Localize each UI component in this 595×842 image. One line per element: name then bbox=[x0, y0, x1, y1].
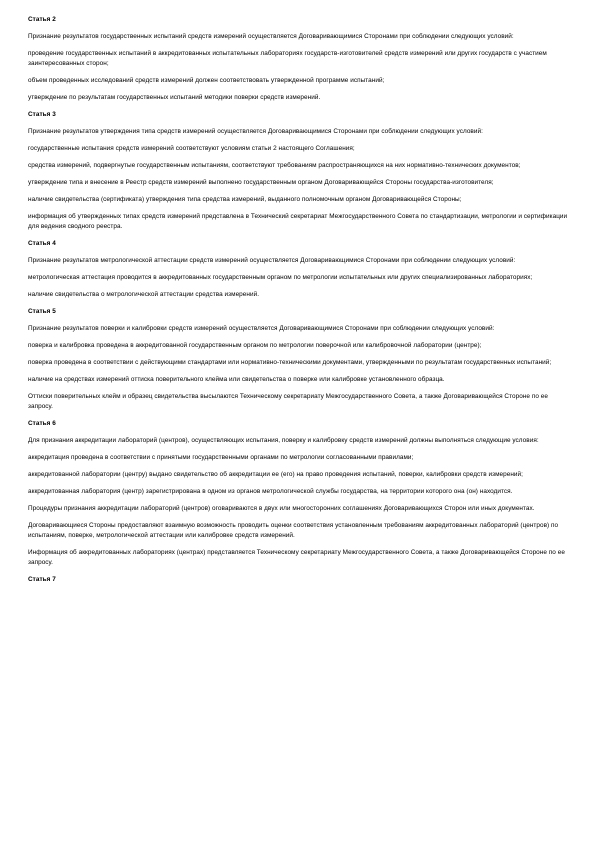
article-heading: Статья 6 bbox=[28, 420, 56, 427]
article-7 bbox=[28, 575, 568, 585]
article-heading: Статья 4 bbox=[28, 240, 56, 247]
article-heading: Статья 2 bbox=[28, 16, 56, 23]
article-paragraph: аккредитация проведена в соответствии с принятыми государственными органами по метрологии согласованными правилами; bbox=[28, 454, 414, 461]
article-3 bbox=[28, 110, 568, 232]
article-5 bbox=[28, 307, 568, 412]
article-paragraph: поверка и калибровка проведена в аккредитованной государственным органом по метрологии поверочной или калибровочной лаборатории (центре); bbox=[28, 342, 482, 349]
document-body bbox=[28, 15, 568, 592]
article-paragraph: Признание результатов поверки и калибровки средств измерений осуществляется Договаривающимися Сторонами при соблюдении следующих условий: bbox=[28, 325, 495, 332]
article-paragraph: объем проведенных исследований средств измерений должен соответствовать утвержденной программе испытаний; bbox=[28, 77, 385, 84]
article-paragraph: утверждение по результатам государственных испытаний методики поверки средств измерений. bbox=[28, 94, 321, 101]
article-paragraph: Признание результатов государственных испытаний средств измерений осуществляется Договаривающимися Сторонами при соблюдении следующих условий: bbox=[28, 33, 514, 40]
article-paragraph: Признание результатов метрологической аттестации средств измерений осуществляется Договаривающимися Сторонами при соблюдении следующих условий: bbox=[28, 257, 516, 264]
article-paragraph: аккредитованной лаборатории (центру) выдано свидетельство об аккредитации ее (его) на право проведения испытаний, поверки, калибровки средств измерений; bbox=[28, 471, 523, 478]
article-paragraph: аккредитованная лаборатория (центр) зарегистрирована в одном из органов метрологической службы государства, на территории которого она (он) находится. bbox=[28, 488, 513, 495]
article-paragraph: метрологическая аттестация проводится в аккредитованных государственным органом по метрологии испытательных или других специализированных лабораториях; bbox=[28, 274, 533, 281]
article-paragraph: поверка проведена в соответствии с действующими стандартами или нормативно-техническими документами, утвержденными по результатам государственных испытаний; bbox=[28, 359, 552, 366]
article-heading: Статья 3 bbox=[28, 111, 56, 118]
article-paragraph: утверждение типа и внесение в Реестр средств измерений выполнено государственным органом Договаривающейся Стороны государства-изготовителя; bbox=[28, 179, 494, 186]
article-heading: Статья 5 bbox=[28, 308, 56, 315]
article-paragraph: Для признания аккредитации лабораторий (центров), осуществляющих испытания, поверку и калибровку средств измерений должны выполняться следующие условия: bbox=[28, 437, 539, 444]
article-paragraph: Договаривающиеся Стороны предоставляют взаимную возможность проводить оценки соответствия установленным требованиям аккредитованных лабораторий (центров) по испытаниям, поверке, метрологической аттестации или калибровке средств измерений. bbox=[28, 522, 559, 539]
article-heading: Статья 7 bbox=[28, 576, 56, 583]
article-paragraph: Информация об аккредитованных лабораториях (центрах) представляется Техническому секретариату Межгосударственного Совета, а также Договаривающейся Стороне по ее запросу. bbox=[28, 549, 565, 566]
article-4 bbox=[28, 239, 568, 300]
article-paragraph: Признание результатов утверждения типа средств измерений осуществляется Договаривающимися Сторонами при соблюдении следующих условий: bbox=[28, 128, 483, 135]
article-paragraph: средства измерений, подвергнутые государственным испытаниям, соответствуют требованиям распространяющихся на них нормативно-технических документов; bbox=[28, 162, 521, 169]
article-paragraph: Оттиски поверительных клейм и образец свидетельства высылаются Техническому секретариату Межгосударственного Совета, а также Договаривающейся Стороне по ее запросу. bbox=[28, 393, 548, 410]
article-6 bbox=[28, 419, 568, 568]
article-paragraph: наличие на средствах измерений оттиска поверительного клейма или свидетельства о поверке или калибровке установленного образца. bbox=[28, 376, 445, 383]
article-paragraph: проведение государственных испытаний в аккредитованных испытательных лабораториях государств-изготовителей средств измерений или других государств с участием заинтересованных сторон; bbox=[28, 50, 547, 67]
article-paragraph: государственные испытания средств измерений соответствуют условиям статьи 2 настоящего Соглашения; bbox=[28, 145, 355, 152]
article-2 bbox=[28, 15, 568, 103]
article-paragraph: наличие свидетельства (сертификата) утверждения типа средства измерений, выданного полномочным органом Договаривающейся Стороны; bbox=[28, 196, 462, 203]
article-paragraph: наличие свидетельства о метрологической аттестации средства измерений. bbox=[28, 291, 260, 298]
article-paragraph: информация об утвержденных типах средств измерений представлена в Технический секретариат Межгосударственного Совета по стандартизации, метрологии и сертификации для ведения сводного реестра. bbox=[28, 213, 568, 230]
article-paragraph: Процедуры признания аккредитации лабораторий (центров) оговариваются в двух или многосторонних соглашениях Договаривающихся Сторон или иных документах. bbox=[28, 505, 535, 512]
